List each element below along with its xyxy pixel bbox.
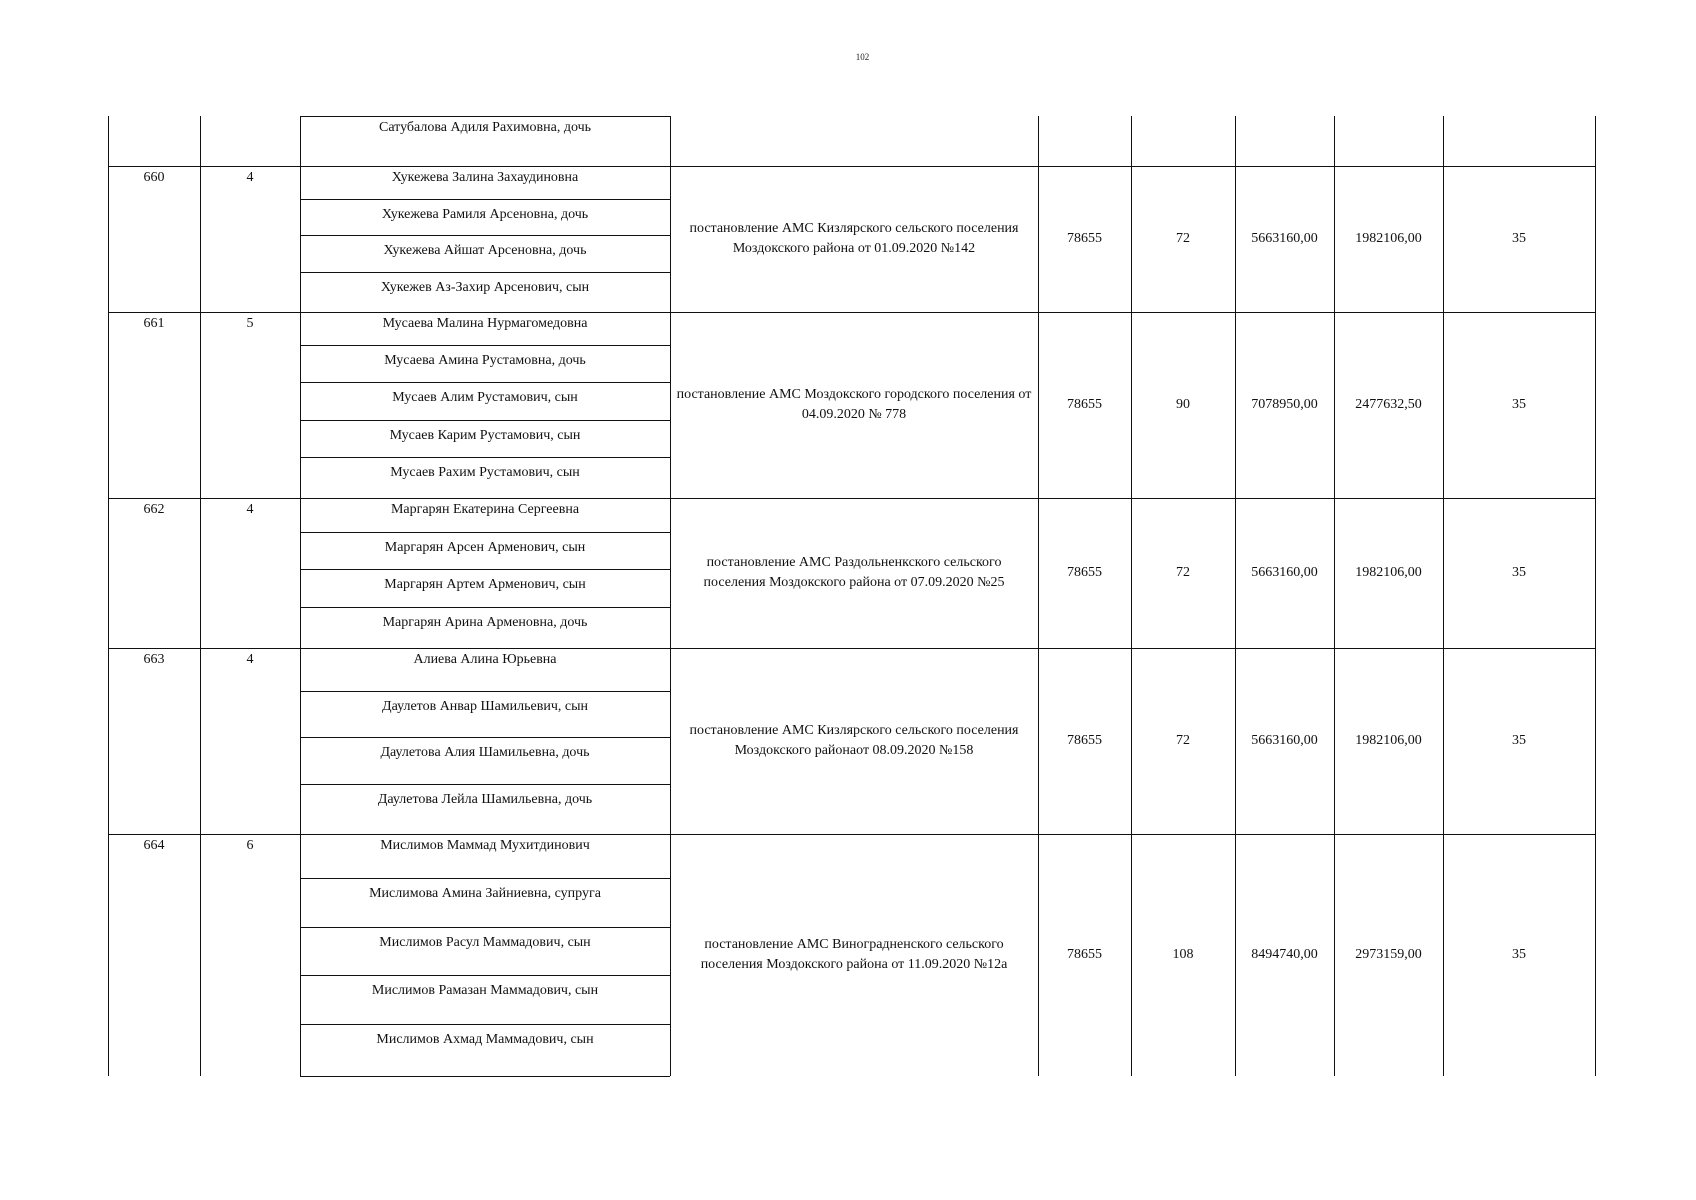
member-divider <box>300 569 670 570</box>
subsidy-percent: 35 <box>1512 396 1526 412</box>
price-per-sqm: 78655 <box>1067 230 1102 246</box>
member-divider <box>300 457 670 458</box>
decree-reference: постановление АМС Кизлярского сельского поселения Моздокского района от 01.09.2020 №142 <box>689 220 1019 256</box>
decree-reference: постановление АМС Виноградненского сельского поселения Моздокского района от 11.09.2020 №12а <box>700 936 1008 972</box>
subsidy-amount <box>1334 116 1443 166</box>
decree-reference: постановление АМС Кизлярского сельского поселения Моздокского районаот 08.09.2020 №158 <box>689 722 1019 758</box>
family-member: Маргарян Арсен Арменович, сын <box>384 539 586 555</box>
row-divider <box>108 498 1596 499</box>
subsidy-percent: 35 <box>1512 732 1526 748</box>
family-member: Маргарян Екатерина Сергеевна <box>390 502 580 517</box>
family-member: Мусаев Алим Рустамович, сын <box>392 390 578 406</box>
member-divider <box>300 382 670 383</box>
family-size: 4 <box>246 170 254 185</box>
family-member: Маргарян Арина Арменовна, дочь <box>382 614 588 630</box>
row-divider <box>108 648 1596 649</box>
subsidy-amount: 1982106,00 <box>1355 564 1422 580</box>
page-number: 102 <box>855 52 870 62</box>
row-number: 663 <box>143 652 165 667</box>
member-divider <box>300 784 670 785</box>
family-member: Хукежева Рамиля Арсеновна, дочь <box>381 206 589 222</box>
family-member: Мислимова Амина Зайниевна, супруга <box>369 886 601 902</box>
member-divider <box>300 975 670 976</box>
member-divider <box>300 607 670 608</box>
price-per-sqm: 78655 <box>1067 732 1102 748</box>
member-divider <box>300 1024 670 1025</box>
family-size: 4 <box>246 502 254 517</box>
table-row <box>108 312 1596 498</box>
member-divider <box>300 272 670 273</box>
table-row <box>108 834 1596 1076</box>
area-norm <box>1131 116 1235 166</box>
area-norm: 90 <box>1176 396 1190 412</box>
family-member: Даулетова Алия Шамильевна, дочь <box>380 745 590 760</box>
table-row <box>108 116 1596 166</box>
family-member: Даулетова Лейла Шамильевна, дочь <box>377 791 593 807</box>
decree-reference: постановление АМС Моздокского городского поселения от 04.09.2020 № 778 <box>676 386 1032 422</box>
subsidy-amount: 2973159,00 <box>1355 946 1422 962</box>
family-member: Хукежева Айшат Арсеновна, дочь <box>383 243 587 258</box>
total-cost: 5663160,00 <box>1251 564 1318 580</box>
decree-reference <box>670 116 1038 166</box>
family-member: Мусаев Рахим Рустамович, сын <box>390 464 580 480</box>
member-divider <box>300 199 670 200</box>
area-norm: 72 <box>1176 230 1190 246</box>
subsidy-percent: 35 <box>1512 946 1526 962</box>
family-size: 6 <box>246 838 254 853</box>
total-cost: 5663160,00 <box>1251 732 1318 748</box>
family-size: 4 <box>246 652 254 667</box>
family-member: Алиева Алина Юрьевна <box>413 652 557 667</box>
member-divider <box>300 927 670 928</box>
member-divider <box>300 116 670 117</box>
family-member: Мислимов Маммад Мухитдинович <box>380 838 590 853</box>
table-row <box>108 166 1596 312</box>
family-member: Хукежева Залина Захаудиновна <box>391 170 579 185</box>
family-member: Мусаева Малина Нурмагомедовна <box>382 316 588 331</box>
member-divider <box>300 345 670 346</box>
table-row <box>108 648 1596 834</box>
family-member: Даулетов Анвар Шамильевич, сын <box>382 698 588 714</box>
table-row <box>108 498 1596 648</box>
total-cost: 8494740,00 <box>1251 946 1318 962</box>
housing-subsidy-table <box>108 116 1596 1076</box>
row-number: 660 <box>143 170 165 185</box>
member-divider <box>300 420 670 421</box>
member-divider <box>300 737 670 738</box>
family-member: Сатубалова Адиля Рахимовна, дочь <box>378 120 592 135</box>
subsidy-percent: 35 <box>1512 230 1526 246</box>
member-divider <box>300 235 670 236</box>
price-per-sqm: 78655 <box>1067 946 1102 962</box>
price-per-sqm: 78655 <box>1067 396 1102 412</box>
subsidy-amount: 2477632,50 <box>1355 396 1422 412</box>
row-divider <box>108 312 1596 313</box>
family-member: Мислимов Рамазан Маммадович, сын <box>371 983 599 999</box>
family-member: Маргарян Артем Арменович, сын <box>384 577 586 592</box>
family-member: Мислимов Расул Маммадович, сын <box>379 934 591 950</box>
area-norm: 108 <box>1172 946 1194 962</box>
subsidy-percent <box>1443 116 1595 166</box>
decree-reference: постановление АМС Раздольненкского сельского поселения Моздокского района от 07.09.2020 №25 <box>703 554 1005 590</box>
total-cost: 7078950,00 <box>1251 396 1318 412</box>
family-member: Хукежев Аз-Захир Арсенович, сын <box>380 279 590 295</box>
price-per-sqm <box>1038 116 1131 166</box>
total-cost <box>1235 116 1334 166</box>
row-divider <box>108 834 1596 835</box>
subsidy-amount: 1982106,00 <box>1355 230 1422 246</box>
member-divider <box>300 691 670 692</box>
row-number: 664 <box>143 838 165 853</box>
area-norm: 72 <box>1176 732 1190 748</box>
member-divider <box>300 532 670 533</box>
family-size: 5 <box>246 316 254 331</box>
row-number: 661 <box>143 316 165 331</box>
member-divider <box>300 878 670 879</box>
subsidy-percent: 35 <box>1512 564 1526 580</box>
member-divider <box>300 1076 670 1077</box>
row-number: 662 <box>143 502 165 517</box>
row-divider <box>108 166 1596 167</box>
family-member: Мислимов Ахмад Маммадович, сын <box>376 1031 594 1047</box>
family-member: Мусаева Амина Рустамовна, дочь <box>384 353 586 369</box>
subsidy-amount: 1982106,00 <box>1355 732 1422 748</box>
area-norm: 72 <box>1176 564 1190 580</box>
total-cost: 5663160,00 <box>1251 230 1318 246</box>
family-member: Мусаев Карим Рустамович, сын <box>389 427 581 443</box>
price-per-sqm: 78655 <box>1067 564 1102 580</box>
